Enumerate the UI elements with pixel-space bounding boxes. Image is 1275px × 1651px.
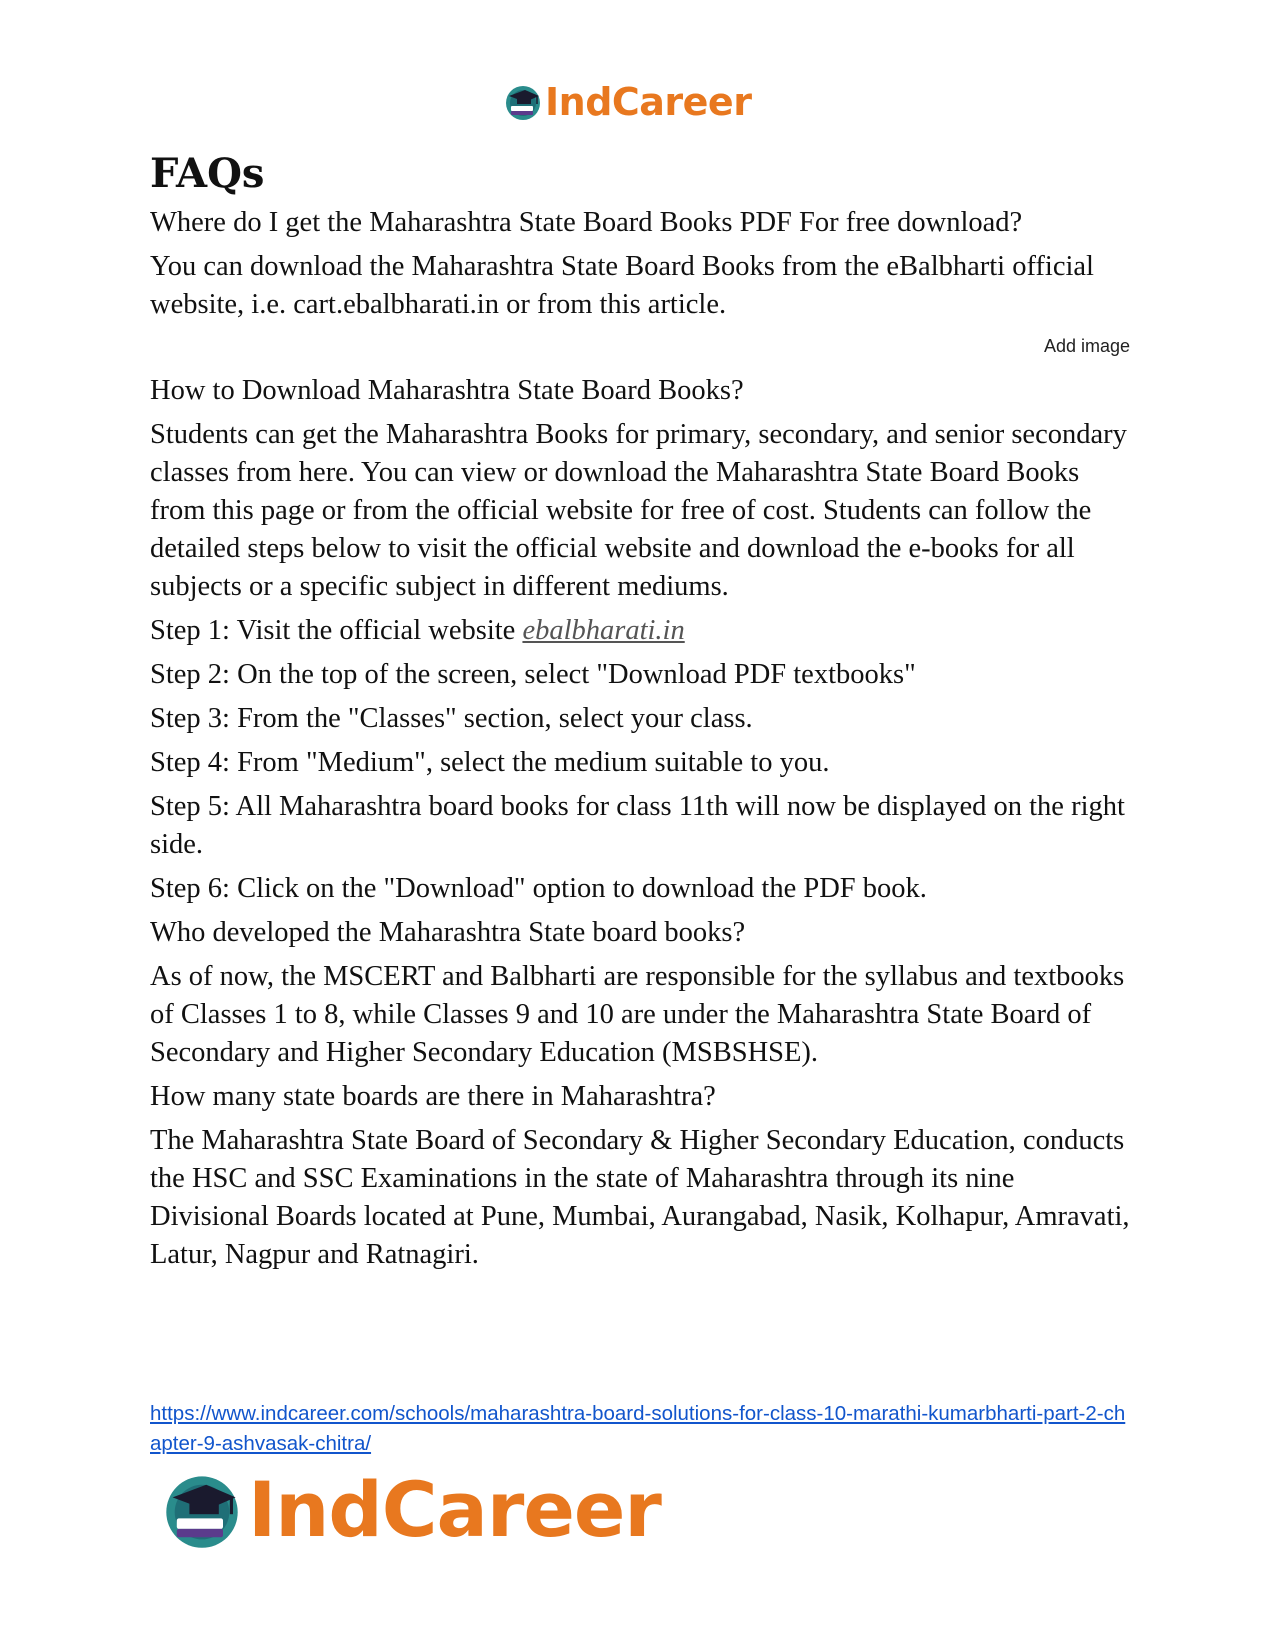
ebalbharati-link[interactable]: ebalbharati.in — [522, 615, 685, 646]
header-logo — [503, 80, 751, 124]
faq-answer-2: Students can get the Maharashtra Books for primary, secondary, and senior secondary classes from here. You can view or download the Maharashtra State Board Books from this page or from the official website for free of cost. Students can follow the detailed steps below to visit the official website and download the e-books for all subjects or a specific subject in different mediums. — [150, 419, 1127, 602]
faq-question-1: Where do I get the Maharashtra State Board Books PDF For free download? — [150, 207, 1023, 238]
logo-text: IndCareer — [545, 80, 752, 124]
faq-question-3: Who developed the Maharashtra State board books? — [150, 917, 746, 948]
add-image-button[interactable]: Add image — [1043, 336, 1130, 356]
step-4: Step 4: From "Medium", select the medium suitable to you. — [150, 747, 830, 778]
graduation-cap-book-icon — [503, 82, 543, 122]
faq-question-2: How to Download Maharashtra State Board Books? — [150, 375, 744, 406]
faq-content — [150, 146, 1130, 1280]
step-1 — [150, 612, 1130, 650]
page-title: FAQs — [150, 150, 265, 197]
step-6: Step 6: Click on the "Download" option to download the PDF book. — [150, 873, 927, 904]
footer-logo-text: IndCareer — [248, 1465, 661, 1554]
step-5: Step 5: All Maharashtra board books for class 11th will now be displayed on the right side. — [150, 791, 1125, 860]
faq-answer-1: You can download the Maharashtra State Board Books from the eBalbharti official website, i.e. cart.ebalbharati.in or from this article. — [150, 251, 1094, 320]
step-3: Step 3: From the "Classes" section, select your class. — [150, 703, 753, 734]
footer-logo — [160, 1465, 661, 1554]
step-2: Step 2: On the top of the screen, select "Download PDF textbooks" — [150, 659, 916, 690]
graduation-cap-book-icon — [160, 1468, 244, 1552]
faq-answer-4: The Maharashtra State Board of Secondary & Higher Secondary Education, conducts the HSC and SSC Examinations in the state of Maharashtra through its nine Divisional Boards located at Pune, Mumbai, Aurangabad, Nasik, Kolhapur, Amravati, Latur, Nagpur and Ratnagiri. — [150, 1125, 1130, 1270]
faq-answer-3: As of now, the MSCERT and Balbharti are responsible for the syllabus and textbooks of Classes 1 to 8, while Classes 9 and 10 are under the Maharashtra State Board of Secondary and Higher Secondary Education (MSBSHSE). — [150, 961, 1125, 1068]
faq-question-4: How many state boards are there in Maharashtra? — [150, 1081, 716, 1112]
source-url-link[interactable]: https://www.indcareer.com/schools/maharashtra-board-solutions-for-class-10-marathi-kumarbharti-part-2-chapter-9-ashvasak-chitra/ — [150, 1402, 1126, 1455]
step-1-text: Step 1: Visit the official website — [150, 615, 523, 646]
